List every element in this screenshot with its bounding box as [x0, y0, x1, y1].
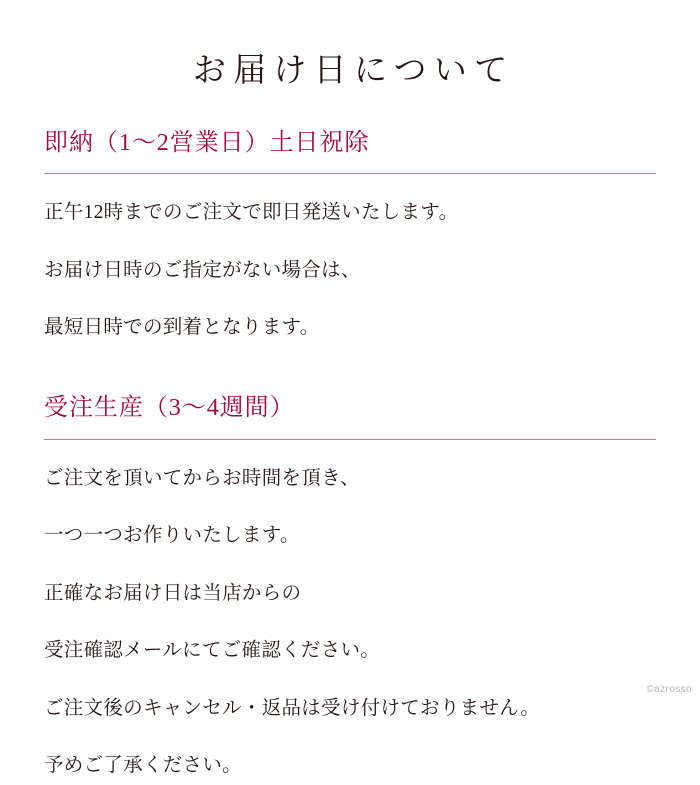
body-line: 正確なお届け日は当店からの: [44, 582, 302, 604]
body-line: 一つ一つお作りいたします。: [44, 525, 300, 547]
body-line: 受注確認メールにてご確認ください。: [44, 640, 381, 662]
section-immediate-shipping: [44, 128, 656, 347]
section-heading: 即納（1〜2営業日）土日祝除: [44, 130, 370, 157]
body-line: ご注文後のキャンセル・返品は受け付けておりません。: [44, 697, 540, 719]
section-divider: [44, 439, 656, 440]
section-heading: 受注生産（3〜4週間）: [44, 395, 295, 422]
body-line: 最短日時での到着となります。: [44, 317, 320, 339]
section-divider: [44, 173, 656, 174]
page-title: お届け日について: [192, 53, 515, 89]
body-line: お届け日時のご指定がない場合は、: [44, 259, 361, 281]
body-line: 正午12時までのご注文で即日発送いたします。: [44, 202, 459, 224]
section-made-to-order: [44, 393, 656, 785]
body-line: 予めご了承ください。: [44, 755, 242, 777]
watermark-credit: ©azrosso: [646, 684, 692, 695]
body-line: ご注文を頂いてからお時間を頂き、: [44, 467, 360, 489]
